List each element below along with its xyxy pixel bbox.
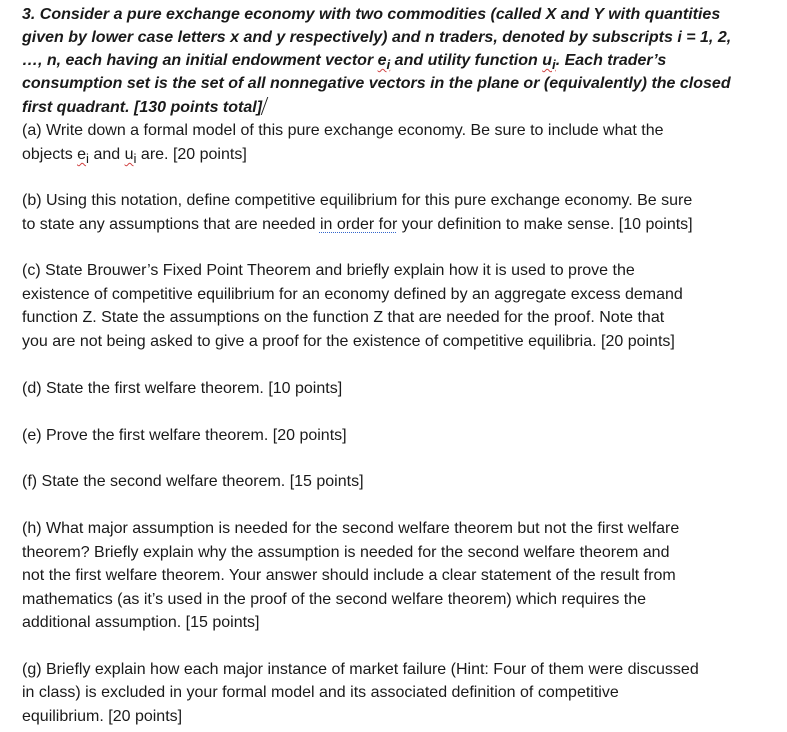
part-h-line-5: additional assumption. [15 points]	[22, 614, 260, 631]
endowment-symbol: $e_i$	[77, 146, 90, 167]
part-b-line-2: to state any assumptions that are needed in order for your definition to make sense. [10 points]	[22, 216, 693, 233]
question-line-4: consumption set is the set of all nonnegative vectors in the plane or (equivalently) the closed	[22, 75, 731, 92]
part-h-line-4: mathematics (as it’s used in the proof of the second welfare theorem) which requires the	[22, 591, 647, 608]
question-line-2: given by lower case letters x and y respectively) and n traders, denoted by subscripts i = 1, 2,	[22, 29, 732, 46]
question-line-1: 3. Consider a pure exchange economy with two commodities (called X and Y with quantities	[22, 6, 721, 23]
part-b-line-1: (b) Using this notation, define competitive equilibrium for this pure exchange economy. Be sure	[22, 192, 693, 209]
part-c-line-4: you are not being asked to give a proof for the existence of competitive equilibria. [20 points]	[22, 333, 675, 350]
part-h-line-2: theorem? Briefly explain why the assumption is needed for the second welfare theorem and	[22, 544, 670, 561]
part-h-line-3: not the first welfare theorem. Your answer should include a clear statement of the result from	[22, 567, 676, 584]
question-line-5: first quadrant. [130 points total]	[22, 96, 265, 120]
part-g-line-1: (g) Briefly explain how each major instance of market failure (Hint: Four of them were discussed	[22, 661, 699, 678]
utility-symbol: $u_i$	[542, 52, 556, 73]
part-h-line-1: (h) What major assumption is needed for the second welfare theorem but not the first welfare	[22, 520, 680, 537]
part-a-line-2: objects $e_i$ and $u_i$ are. [20 points]	[22, 146, 247, 167]
part-c-line-3: function Z. State the assumptions on the function Z that are needed for the proof. Note that	[22, 309, 665, 326]
endowment-symbol: $e_i$	[377, 52, 391, 73]
part-g-line-3: equilibrium. [20 points]	[22, 708, 183, 725]
grammar-suggestion: in order for	[319, 216, 398, 233]
part-c-line-1: (c) State Brouwer’s Fixed Point Theorem and briefly explain how it is used to prove the	[22, 262, 635, 279]
question-line-3: …, n, each having an initial endowment vector $e_i$ and utility function $u_i$. Each trader’s	[22, 52, 667, 73]
part-d-line-1: (d) State the first welfare theorem. [10 points]	[22, 380, 343, 397]
part-f-line-1: (f) State the second welfare theorem. [15 points]	[22, 473, 364, 490]
part-a-line-1: (a) Write down a formal model of this pure exchange economy. Be sure to include what the	[22, 122, 664, 139]
utility-symbol: $u_i$	[124, 146, 137, 167]
part-g-line-2: in class) is excluded in your formal model and its associated definition of competitive	[22, 684, 619, 701]
part-c-line-2: existence of competitive equilibrium for an economy defined by an aggregate excess demand	[22, 286, 683, 303]
part-e-line-1: (e) Prove the first welfare theorem. [20 points]	[22, 427, 347, 444]
